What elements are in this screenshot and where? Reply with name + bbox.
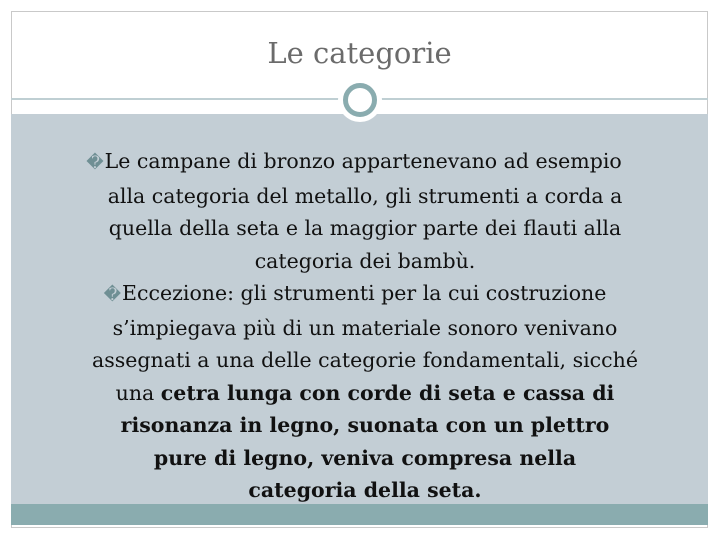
paragraph-2-line-5: risonanza in legno, suonata con un plettro [120,413,610,437]
paragraph-2-line-4 [50,377,680,410]
paragraph-2-line-7: categoria della seta. [248,478,482,502]
body-text [50,145,680,507]
paragraph-1-line-2: alla categoria del metallo, gli strumenti a corda a [107,183,623,208]
paragraph-1-line-4: categoria dei bambù. [254,248,476,273]
paragraph-2-line-4-bold: cetra lunga con corde di seta e cassa di [160,380,615,405]
paragraph-1-text-1: Le campane di bronzo appartenevano ad esempio [104,149,622,173]
paragraph-2-line-3: assegnati a una delle categorie fondamentali, sicché [92,348,638,372]
paragraph-1 [50,145,680,277]
bullet-icon: � [86,153,104,173]
paragraph-2-text-1: Eccezione: gli strumenti per la cui costruzione [122,281,607,305]
paragraph-2 [50,277,680,507]
paragraph-2-line-4-plain: una [115,380,161,405]
slide-title: Le categorie [267,36,452,70]
paragraph-1-line-1 [28,145,680,180]
paragraph-1-line-3: quella della seta e la maggior parte dei flauti alla [108,216,622,240]
bullet-icon: � [103,285,122,305]
ring-ornament-icon [338,78,382,122]
paragraph-2-line-2: s’impiegava più di un materiale sonoro venivano [112,315,618,340]
ring-inner [343,83,377,117]
footer-bar [11,504,708,525]
paragraph-2-line-6: pure di legno, veniva compresa nella [153,445,577,470]
paragraph-2-line-1 [30,277,680,312]
